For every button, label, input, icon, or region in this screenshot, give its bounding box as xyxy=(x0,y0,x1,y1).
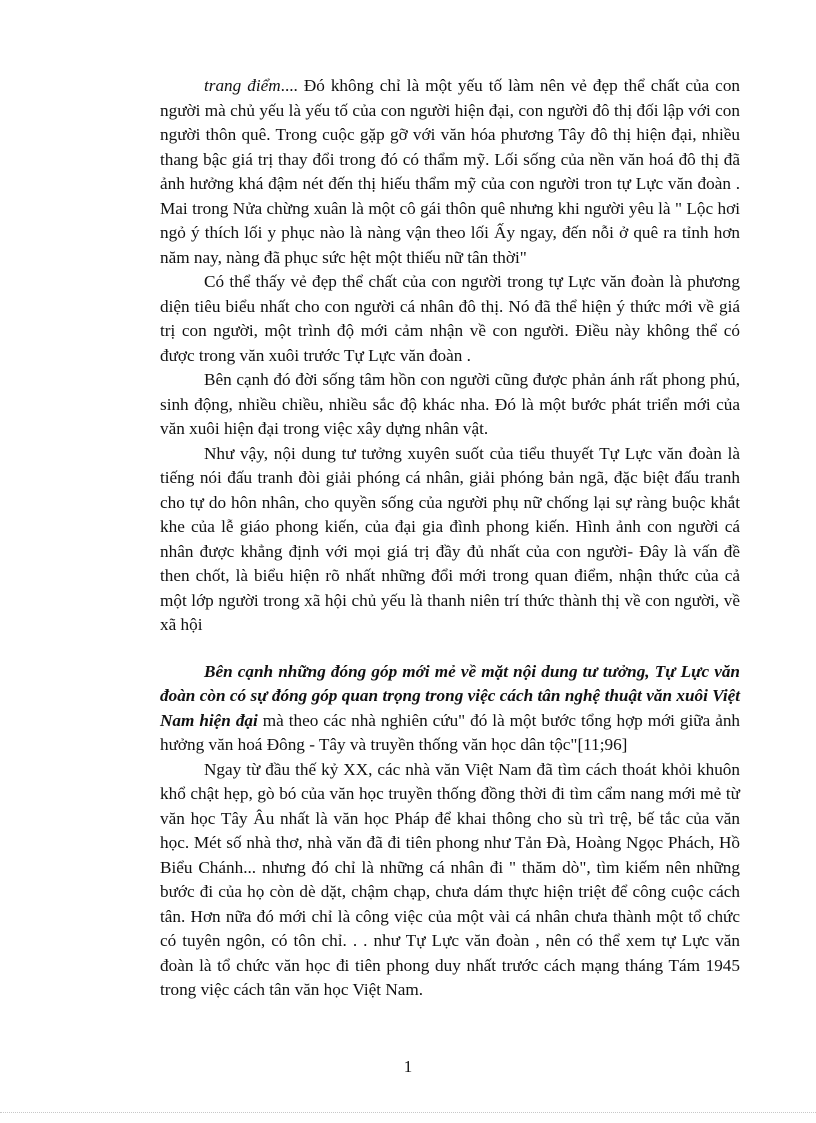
paragraph-1 xyxy=(160,74,740,270)
paragraph-5 xyxy=(160,660,740,758)
paragraph-text: .... Đó không chỉ là một yếu tố làm nên vẻ đẹp thể chất của con người mà chủ yếu là yếu tố của con người hiện đại, con người đô thị đối lập với con người thôn quê. Trong cuộc gặp gỡ với văn hóa phương Tây đô thị hiện đại, nhiều thang bậc giá trị thay đổi trong đó có thẩm mỹ. Lối sống của nền văn hoá đô thị đã ảnh hưởng khá đậm nét đến thị hiếu thẩm mỹ của con người tron tự Lực văn đoàn . Mai trong Nửa chừng xuân là một cô gái thôn quê nhưng khi người yêu là " Lộc hơi ngỏ ý thích lối y phục nào là nàng vận theo lối Ấy ngay, đến nỗi ở quê ra tỉnh hơn năm nay, nàng đã phục sức hệt một thiếu nữ tân thời" xyxy=(160,76,741,267)
paragraph-text: Có thể thấy vẻ đẹp thể chất của con người trong tự Lực văn đoàn là phương diện tiêu biểu nhất cho con người cá nhân đô thị. Nó đã thể hiện ý thức mới về giá trị con người, một trình độ mới cảm nhận về con người. Điều này không thể có được trong văn xuôi trước Tự Lực văn đoàn . xyxy=(160,272,740,365)
paragraph-2 xyxy=(160,270,740,368)
document-body xyxy=(160,74,740,1003)
paragraph-text: Ngay từ đầu thế kỷ XX, các nhà văn Việt Nam đã tìm cách thoát khỏi khuôn khổ chật hẹp, gò bó của văn học truyền thống đồng thời đi tìm cẩm nang mới mẻ từ văn học Tây Âu nhất là văn học Pháp để khai thông cho sù trì trệ, bế tắc của văn học. Mét số nhà thơ, nhà văn đã đi tiên phong như Tản Đà, Hoàng Ngọc Phách, Hồ Biểu Chánh... nhưng đó chỉ là những cá nhân đi " thăm dò", tìm kiếm nên những bước đi của họ còn dè dặt, chậm chạp, chưa dám thực hiện triệt để công cuộc cách tân. Hơn nữa đó mới chỉ là công việc của một vài cá nhân chưa thành một tổ chức có tuyên ngôn, có tôn chỉ. . . như Tự Lực văn đoàn , nên có thể xem tự Lực văn đoàn là tổ chức văn học đi tiên phong duy nhất trước cách mạng tháng Tám 1945 trong việc cách tân văn học Việt Nam. xyxy=(160,759,740,999)
paragraph-6 xyxy=(160,758,740,1003)
paragraph-3 xyxy=(160,368,740,442)
italic-lead-text: trang điểm xyxy=(204,76,281,95)
bold-italic-thesis: Bên cạnh những đóng góp mới mẻ về mặt nội dung tư tưởng, Tự Lực văn đoàn còn có sự đóng góp quan trọng trong việc cách tân nghệ thuật văn xuôi Việt Nam hiện đại xyxy=(160,661,740,730)
page-number: 1 xyxy=(403,1057,413,1076)
page-bottom-border xyxy=(0,1112,816,1113)
paragraph-text: Bên cạnh đó đời sống tâm hồn con người cũng được phản ánh rất phong phú, sinh động, nhiều chiều, nhiều sắc độ khác nha. Đó là một bước phát triển mới của văn xuôi hiện đại trong việc xây dựng nhân vật. xyxy=(160,370,740,438)
paragraph-text: mà theo các nhà nghiên cứu" đó là một bước tổng hợp mới giữa ảnh hưởng văn hoá Đông - Tây và truyền thống văn học dân tộc"[11;96] xyxy=(160,710,741,754)
paragraph-text: Như vậy, nội dung tư tưởng xuyên suốt của tiểu thuyết Tự Lực văn đoàn là tiếng nói đấu tranh đòi giải phóng cá nhân, giải phóng bản ngã, đặc biệt đấu tranh cho tự do hôn nhân, cho quyền sống của người phụ nữ chống lại sự ràng buộc khắt khe của lễ giáo phong kiến, của đại gia đình phong kiến. Hình ảnh con người cá nhân được khẳng định với mọi giá trị đầy đủ nhất của con người- Đây là vấn đề then chốt, là biểu hiện rõ nhất những đổi mới trong quan điểm, nhận thức của cả một lớp người trong xã hội chủ yếu là thanh niên trí thức thành thị về con người, về xã hội xyxy=(160,443,740,634)
paragraph-4 xyxy=(160,442,740,638)
